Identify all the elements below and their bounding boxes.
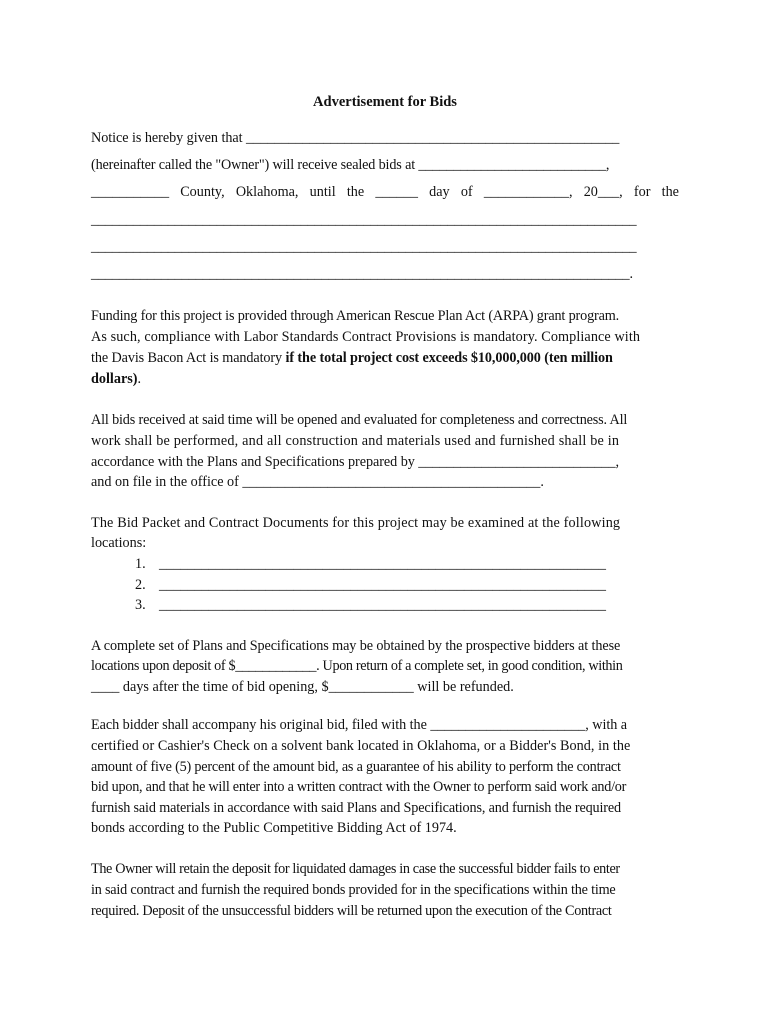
notice-word: Oklahoma,: [235, 184, 299, 200]
location-item: [135, 554, 680, 574]
location-blank: _______________________________________________________________: [159, 556, 606, 572]
notice-word: of: [460, 184, 473, 200]
notice-line-2: (hereinafter called the "Owner") will receive sealed bids at ___________________________,: [91, 157, 610, 173]
plans-line-3: ____ days after the time of bid opening, $____________ will be refunded.: [91, 679, 514, 695]
funding-line-2: As such, compliance with Labor Standards Contract Provisions is mandatory. Compliance with: [91, 329, 641, 345]
packet-line-1: The Bid Packet and Contract Documents for this project may be examined at the following: [91, 515, 621, 531]
notice-blank-year: 20___,: [583, 184, 623, 200]
plans-line-2: locations upon deposit of $____________. Upon return of a complete set, in good condition, within: [91, 658, 623, 674]
notice-word: the: [346, 184, 365, 200]
location-blank: _______________________________________________________________: [159, 597, 606, 613]
notice-word: the: [661, 184, 679, 200]
funding-threshold-bold-end: dollars): [91, 371, 138, 387]
deposit-line-2: in said contract and furnish the required bonds provided for in the specifications within the time: [91, 882, 616, 898]
location-item: [135, 595, 680, 615]
bids-line-4: and on file in the office of __________________________________________.: [91, 474, 544, 490]
notice-line-5: ______________________________________________________________________________: [91, 239, 637, 255]
location-item: [135, 575, 680, 595]
funding-line-1: Funding for this project is provided through American Rescue Plan Act (ARPA) grant program.: [91, 308, 620, 324]
notice-blank-county: ___________: [91, 184, 170, 200]
notice-blank-month: ____________,: [483, 184, 573, 200]
bidder-line-1: Each bidder shall accompany his original bid, filed with the ______________________, with a: [91, 717, 628, 733]
document-title: Advertisement for Bids: [313, 94, 457, 110]
funding-threshold-bold: if the total project cost exceeds $10,000,000 (ten million: [285, 350, 613, 366]
notice-blank-day: ______: [375, 184, 418, 200]
bidder-line-3: amount of five (5) percent of the amount bid, as a guarantee of his ability to perform the contract: [91, 759, 621, 775]
notice-word: County,: [180, 184, 225, 200]
bids-line-3: accordance with the Plans and Specifications prepared by ____________________________,: [91, 454, 620, 470]
location-number: 3.: [135, 597, 146, 613]
funding-line-3-plain: the Davis Bacon Act is mandatory: [91, 350, 286, 366]
bids-line-2: work shall be performed, and all construction and materials used and furnished shall be in: [91, 433, 620, 449]
deposit-line-1: The Owner will retain the deposit for liquidated damages in case the successful bidder fails to enter: [91, 861, 620, 877]
location-number: 1.: [135, 556, 146, 572]
notice-word: day: [429, 184, 450, 200]
notice-word: for: [633, 184, 651, 200]
bidder-line-2: certified or Cashier's Check on a solvent bank located in Oklahoma, or a Bidder's Bond, in the: [91, 738, 631, 754]
funding-line-3: [91, 348, 679, 368]
notice-line-1: Notice is hereby given that _____________________________________________________: [91, 130, 620, 146]
notice-line-3: [91, 182, 679, 202]
plans-line-1: A complete set of Plans and Specifications may be obtained by the prospective bidders at these: [91, 638, 621, 654]
bids-line-1: All bids received at said time will be opened and evaluated for completeness and correctness. All: [91, 412, 628, 428]
bidder-line-6: bonds according to the Public Competitive Bidding Act of 1974.: [91, 820, 457, 836]
bidder-line-4: bid upon, and that he will enter into a written contract with the Owner to perform said work and/or: [91, 779, 627, 795]
notice-line-4: ______________________________________________________________________________: [91, 212, 637, 228]
notice-word: until: [309, 184, 336, 200]
location-number: 2.: [135, 577, 146, 593]
funding-line-4-plain: .: [137, 371, 142, 387]
location-blank: _______________________________________________________________: [159, 577, 606, 593]
funding-line-4: [91, 369, 679, 389]
deposit-line-3: required. Deposit of the unsuccessful bidders will be returned upon the execution of the Contract: [91, 903, 612, 919]
notice-line-6: _____________________________________________________________________________.: [91, 266, 633, 282]
bidder-line-5: furnish said materials in accordance with said Plans and Specifications, and furnish the required: [91, 800, 621, 816]
packet-line-2: locations:: [91, 535, 147, 551]
